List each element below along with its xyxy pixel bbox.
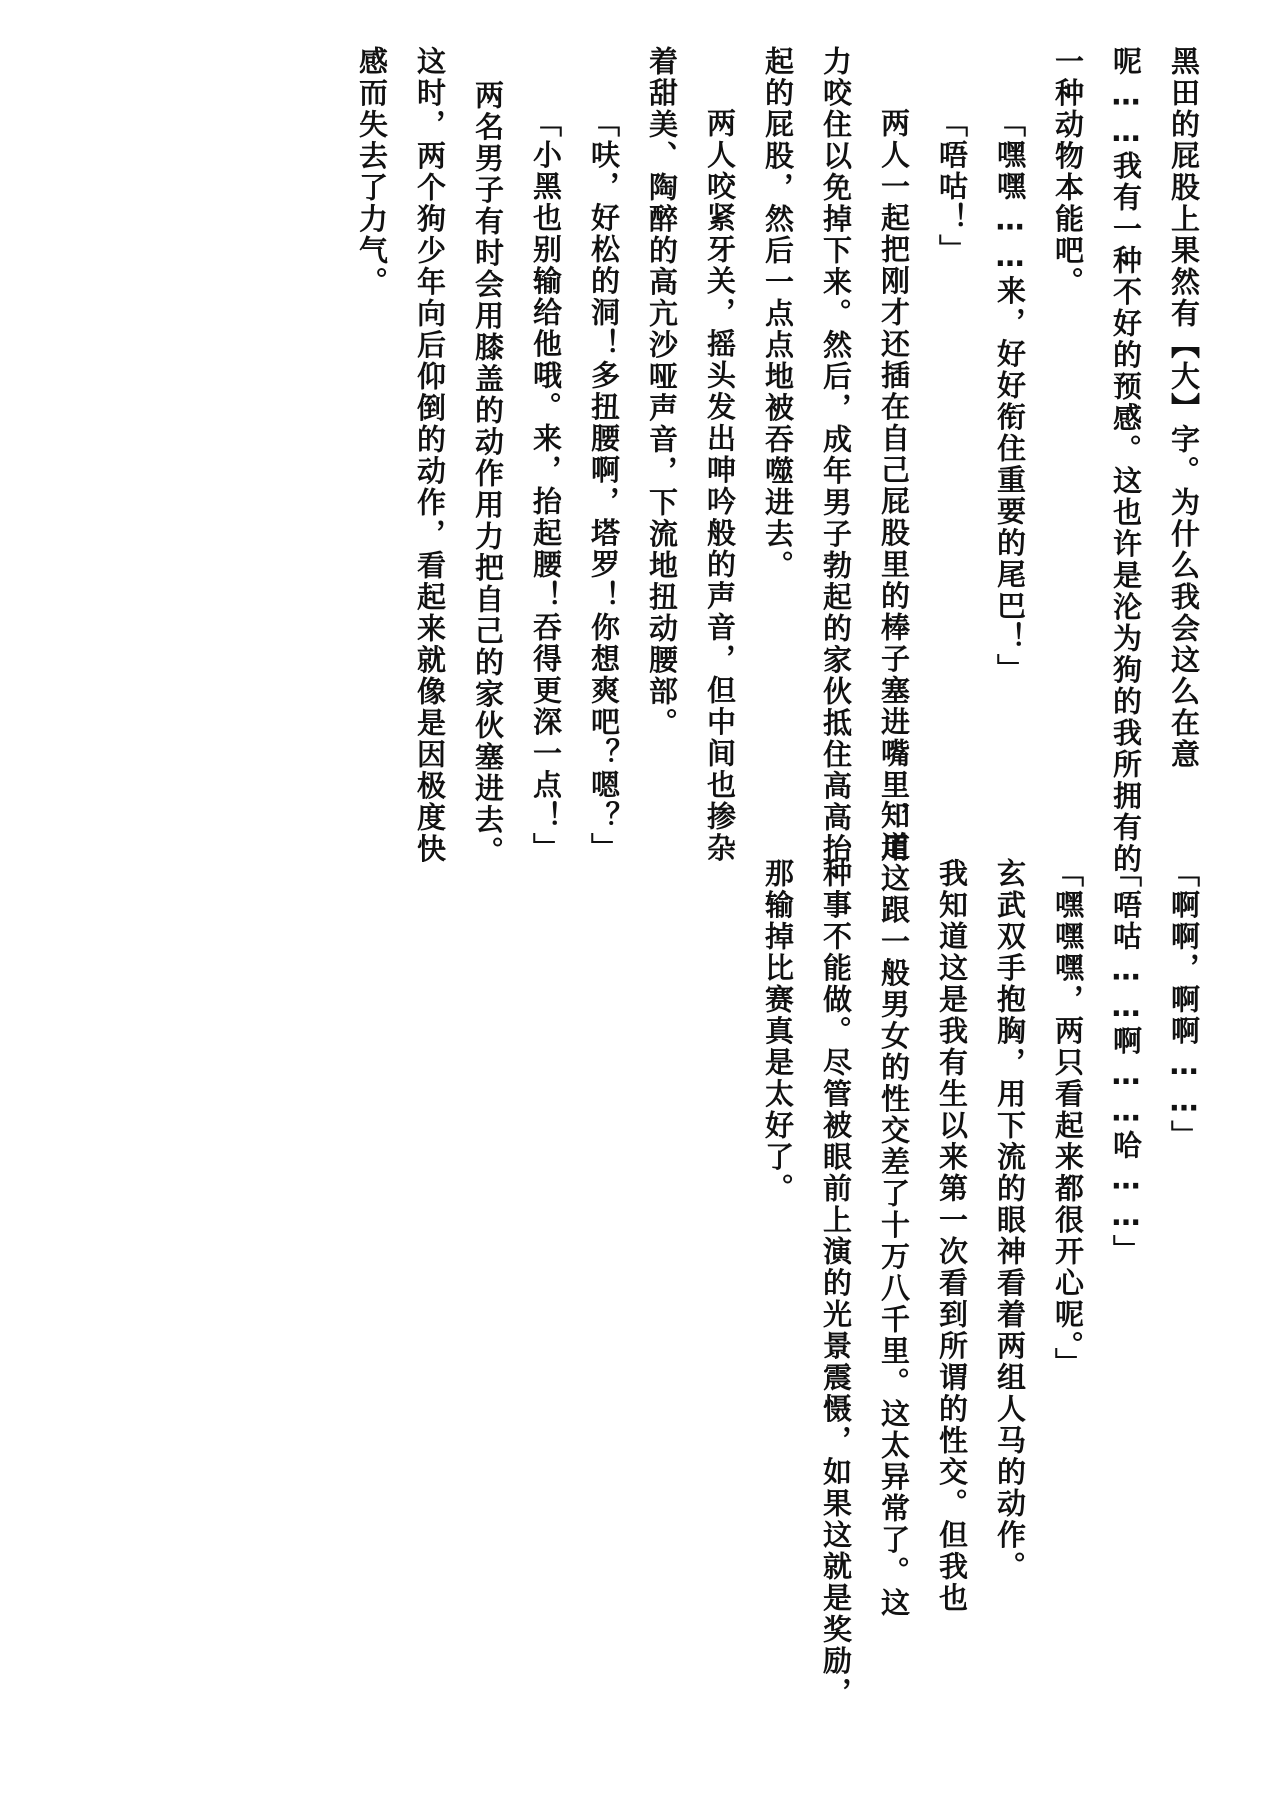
text-column-3: 一种动物本能吧。 xyxy=(1051,46,1085,298)
text-column-19: 玄武双手抱胸，用下流的眼神看着两组人马的动作。 xyxy=(993,858,1027,1583)
text-column-18: 「嘿嘿嘿，两只看起来都很开心呢。」 xyxy=(1051,858,1085,1379)
text-column-20: 我知道这是我有生以来第一次看到所谓的性交。但我也 xyxy=(935,858,969,1614)
text-column-23: 那输掉比赛真是太好了。 xyxy=(761,858,795,1205)
text-column-15: 感而失去了力气。 xyxy=(355,46,389,298)
text-column-17: 「唔咕……啊……哈……」 xyxy=(1109,858,1143,1266)
text-column-21: 知道这跟一般男女的性交差了十万八千里。这太异常了。这 xyxy=(877,800,911,1619)
text-column-9: 两人咬紧牙关，摇头发出呻吟般的声音，但中间也掺杂 xyxy=(703,108,737,864)
text-column-13: 两名男子有时会用膝盖的动作用力把自己的家伙塞进去。 xyxy=(471,80,505,868)
text-column-2: 呢……我有一种不好的预感。这也许是沦为狗的我所拥有的 xyxy=(1109,46,1143,875)
text-column-1: 黑田的屁股上果然有【大】字。为什么我会这么在意 xyxy=(1167,46,1201,771)
text-column-22: 种事不能做。尽管被眼前上演的光景震慑，如果这就是奖励， xyxy=(819,858,853,1709)
text-column-5: 「唔咕！」 xyxy=(935,108,969,266)
text-column-7: 力咬住以免掉下来。然后，成年男子勃起的家伙抵住高高抬 xyxy=(819,46,853,865)
text-column-8: 起的屁股，然后一点点地被吞噬进去。 xyxy=(761,46,795,582)
text-column-12: 「小黑也别输给他哦。来，抬起腰！吞得更深一点！」 xyxy=(529,108,563,864)
text-column-16: 「啊啊，啊啊……」 xyxy=(1167,858,1201,1152)
text-column-14: 这时，两个狗少年向后仰倒的动作，看起来就像是因极度快 xyxy=(413,46,447,865)
text-column-10: 着甜美、陶醉的高亢沙哑声音，下流地扭动腰部。 xyxy=(645,46,679,739)
text-column-11: 「呋，好松的洞！多扭腰啊，塔罗！你想爽吧？嗯？」 xyxy=(587,108,621,864)
text-column-6: 两人一起把刚才还插在自己屁股里的棒子塞进嘴里，用 xyxy=(877,108,911,864)
text-column-4: 「嘿嘿……来，好好衔住重要的尾巴！」 xyxy=(993,108,1027,685)
